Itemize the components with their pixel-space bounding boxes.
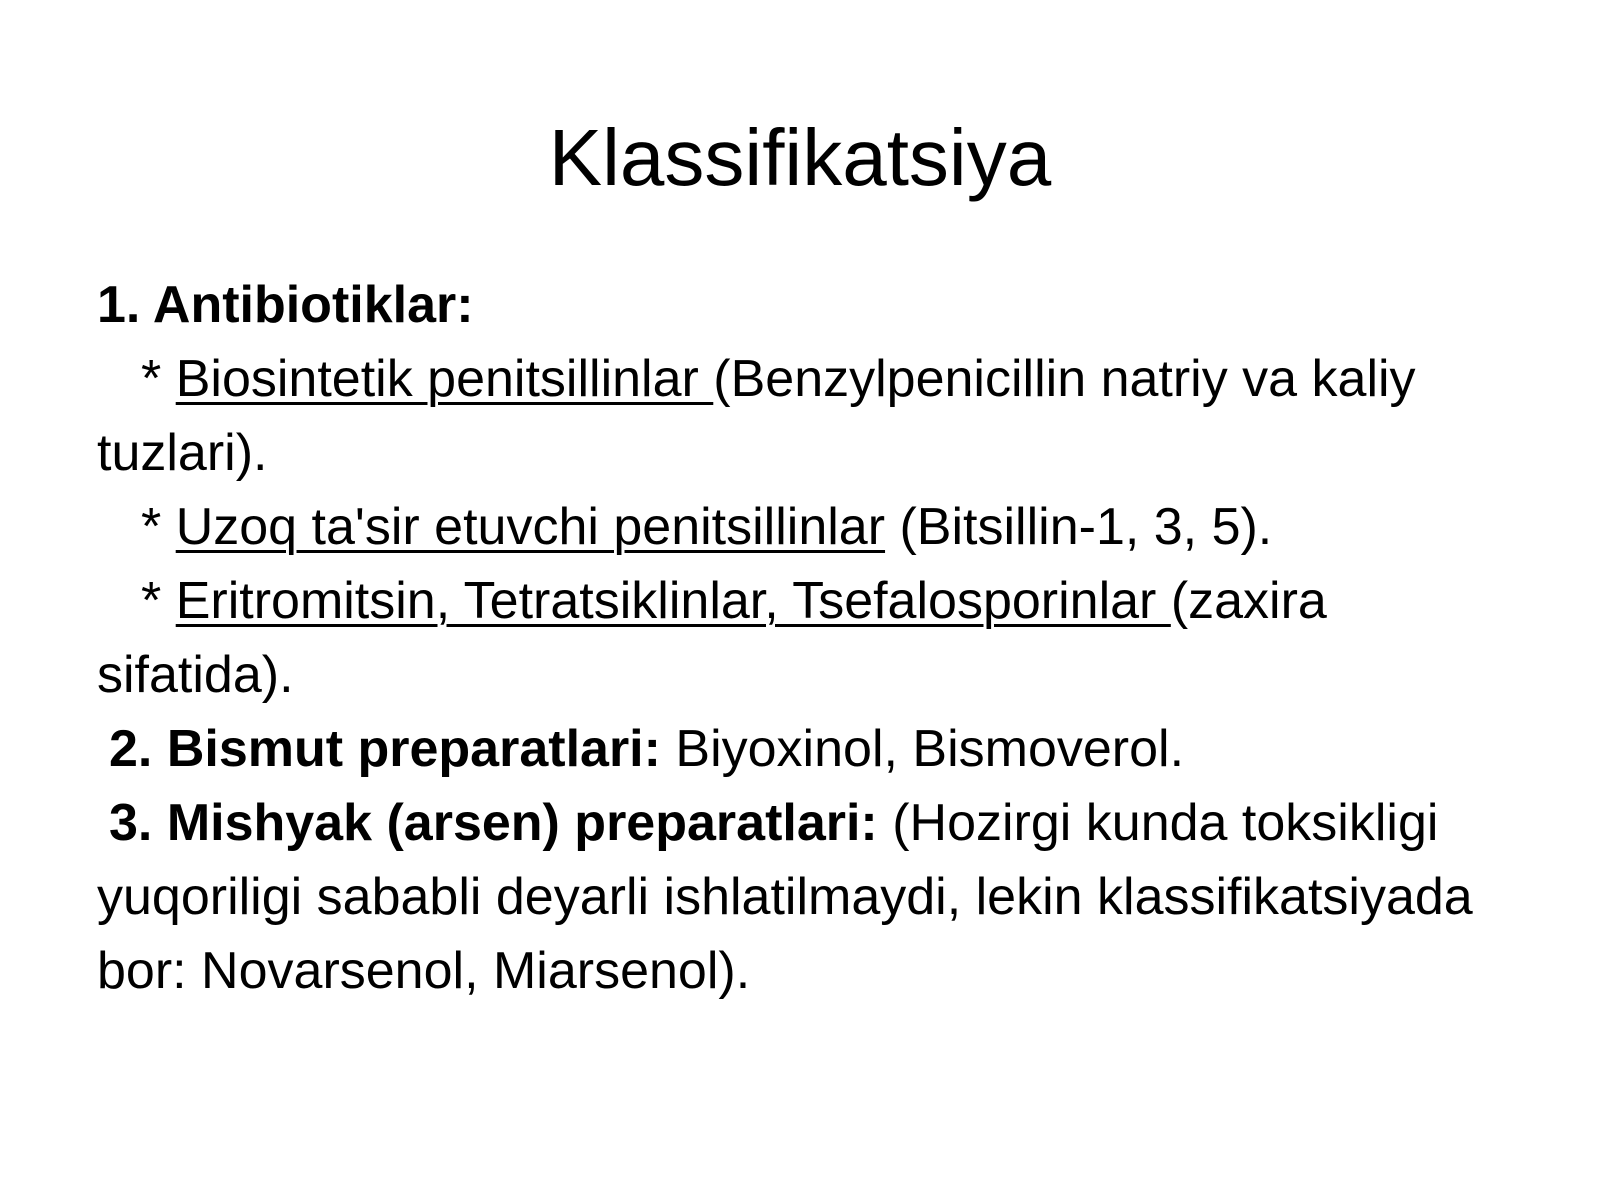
bullet-underlined-text: Biosintetik penitsillinlar [175,350,714,408]
section-arsenic-text: (Hozirgi kunda toksikligi yuqoriligi sababli deyarli ishlatilmaydi, lekin klassifikatsiyada bor: Novarsenol, Miarsenol). [97,794,1473,1000]
bullet-marker: * [141,350,162,408]
section-arsenic-heading: 3. Mishyak (arsen) preparatlari: [109,794,878,852]
bullet-item [97,564,1517,712]
bullet-item [97,342,1517,490]
bullet-marker: * [141,572,162,630]
bullet-detail-text: (Benzylpenicillin natriy va kaliy tuzlari). [97,350,1416,482]
section-arsenic [97,786,1517,1008]
bullet-detail-text: (zaxira sifatida). [97,572,1327,704]
section-bismuth-text: Biyoxinol, Bismoverol. [660,720,1185,778]
bullet-underlined-text: Eritromitsin, Tetratsiklinlar, Tsefalosporinlar [175,572,1171,630]
bullet-underlined-text: Uzoq ta'sir etuvchi penitsillinlar [175,498,886,556]
section-bismuth [97,712,1517,786]
section-bismuth-heading: 2. Bismut preparatlari: [109,720,661,778]
section-antibiotics-heading: 1. Antibiotiklar: [97,276,474,334]
slide-content [97,268,1517,1008]
slide-title: Klassifikatsiya [548,113,1052,202]
bullet-marker: * [141,498,162,556]
bullet-detail-text: (Bitsillin-1, 3, 5). [885,498,1273,556]
bullet-item [97,490,1517,564]
